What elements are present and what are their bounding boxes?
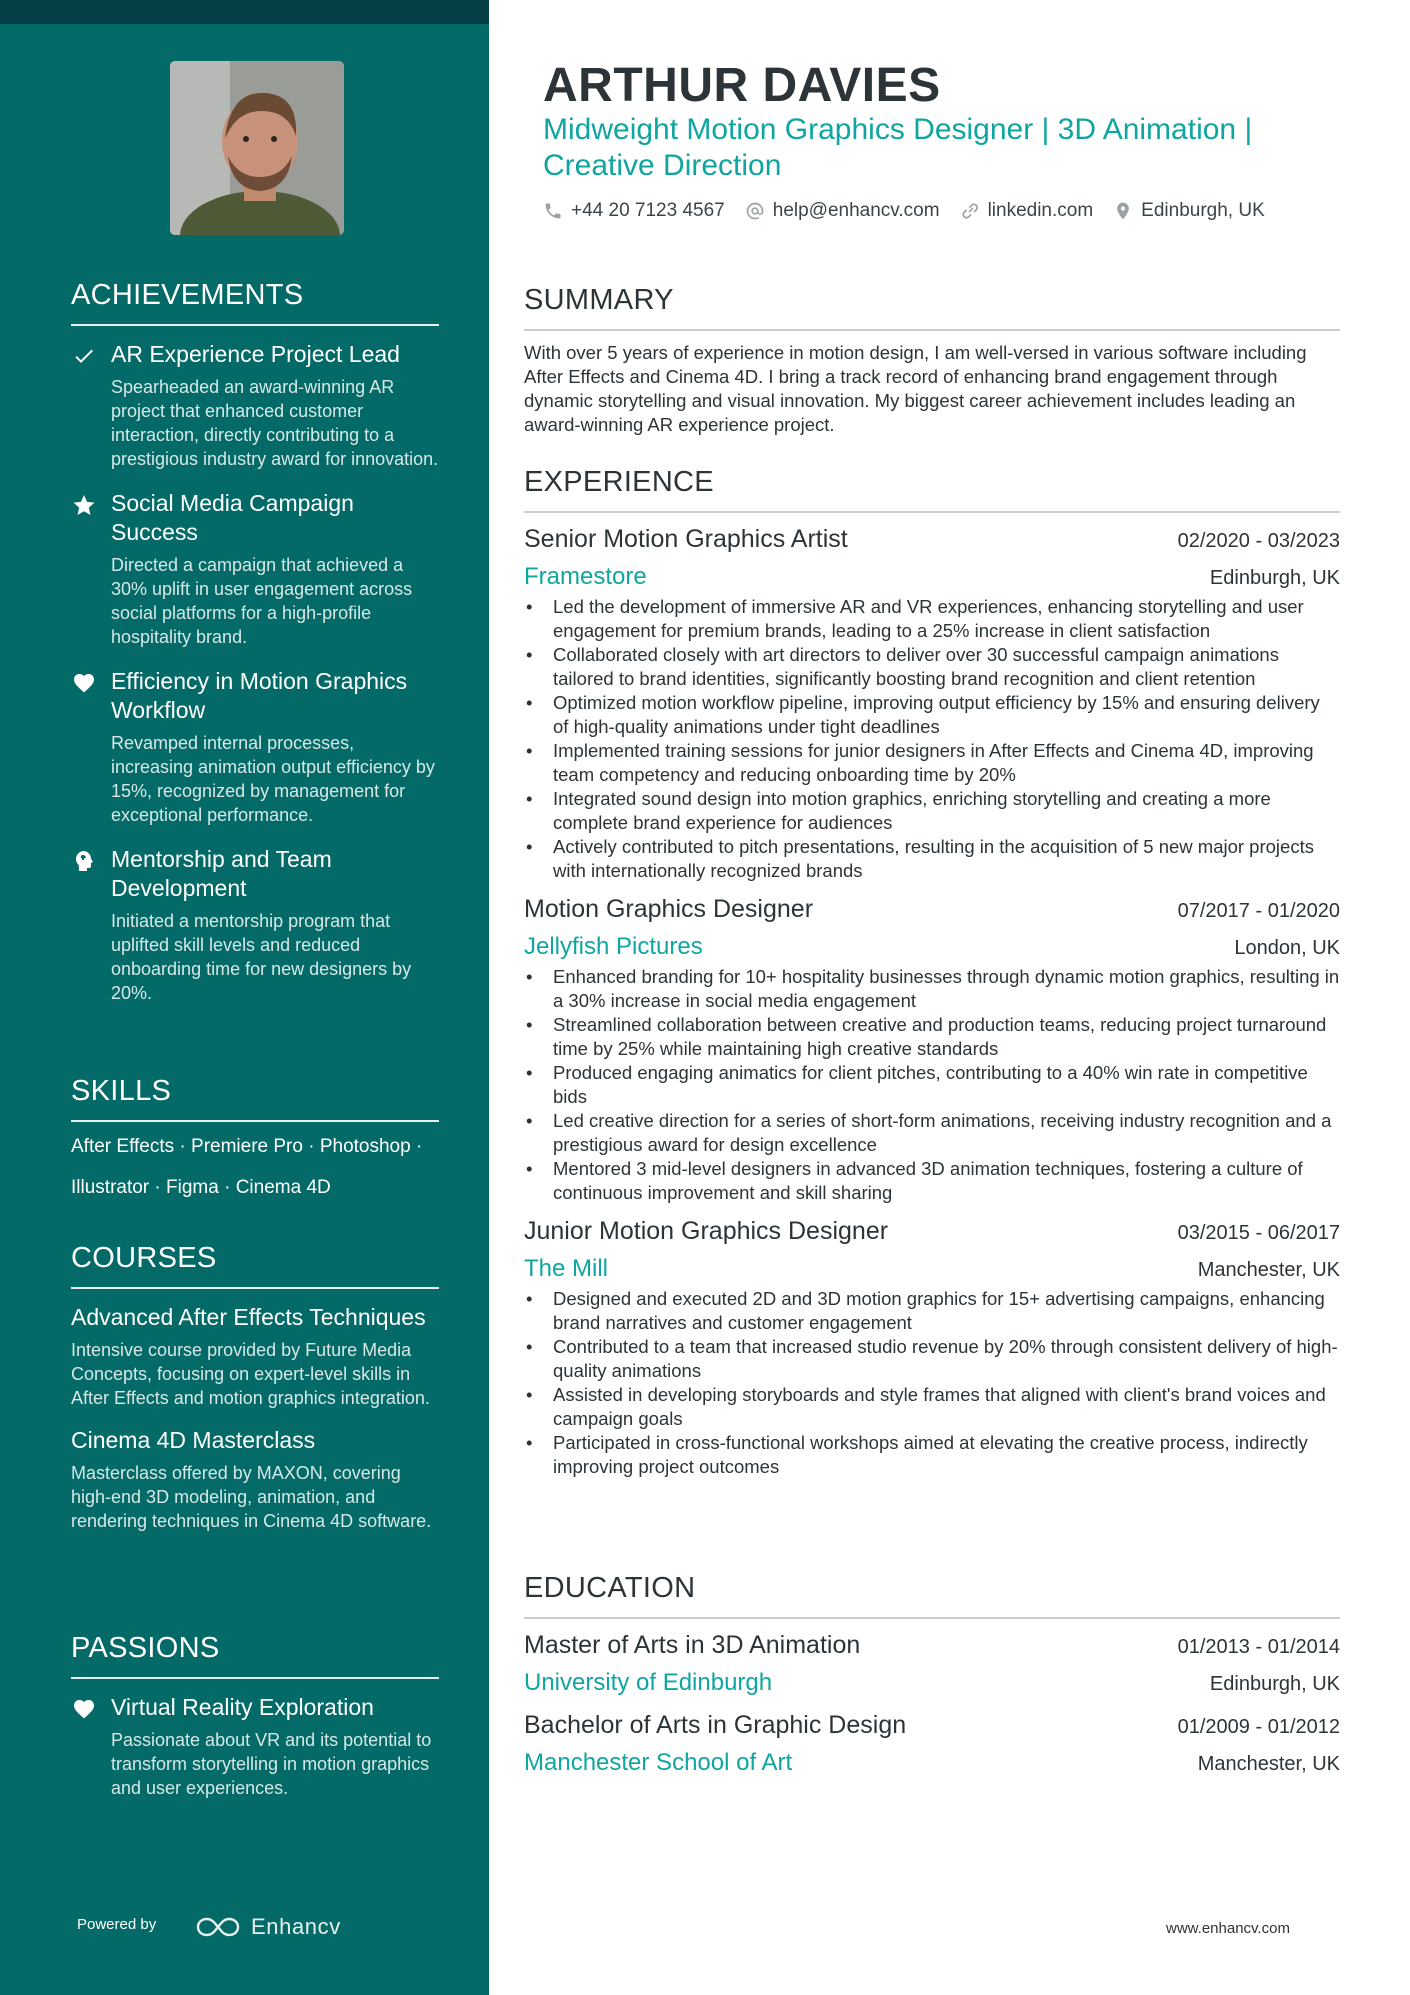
infinity-logo-icon bbox=[195, 1915, 241, 1939]
job-entry bbox=[524, 525, 1340, 883]
sidebar bbox=[0, 0, 489, 1995]
phone-text: +44 20 7123 4567 bbox=[571, 200, 725, 221]
contact-bar bbox=[543, 200, 1265, 222]
degree-title: Bachelor of Arts in Graphic Design bbox=[524, 1711, 907, 1739]
achievements-heading: ACHIEVEMENTS bbox=[71, 279, 439, 326]
powered-by-label: Powered by bbox=[77, 1916, 157, 1933]
bullet-item: • Assisted in developing storyboards and style frames that aligned with client's brand voices and campaign goals bbox=[524, 1383, 1340, 1431]
email-text: help@enhancv.com bbox=[772, 200, 940, 221]
job-dates: 07/2017 - 01/2020 bbox=[1177, 900, 1340, 922]
education-heading: EDUCATION bbox=[524, 1572, 1340, 1619]
course-desc: Intensive course provided by Future Media Concepts, focusing on expert-level skills in After Effects and motion graphics integration. bbox=[71, 1340, 430, 1408]
achievement-desc: Directed a campaign that achieved a 30% uplift in user engagement across social platforms for a high-profile hospitality brand. bbox=[111, 555, 413, 647]
contact-email[interactable] bbox=[745, 200, 940, 222]
job-company: The Mill bbox=[524, 1255, 609, 1282]
linkedin-text: linkedin.com bbox=[987, 200, 1094, 221]
profile-photo bbox=[170, 61, 344, 235]
passion-desc: Passionate about VR and its potential to transform storytelling in motion graphics and user experiences. bbox=[111, 1730, 432, 1798]
passions-section bbox=[71, 1632, 439, 1818]
skills-section bbox=[71, 1075, 439, 1208]
job-location: London, UK bbox=[1234, 937, 1340, 959]
passion-item bbox=[71, 1693, 439, 1800]
achievement-desc: Spearheaded an award-winning AR project that enhanced customer interaction, directly contributing to a prestigious industry award for innovation. bbox=[111, 377, 439, 469]
phone-icon bbox=[543, 201, 563, 221]
bullet-item: • Participated in cross-functional workshops aimed at elevating the creative process, indirectly improving project outcomes bbox=[524, 1431, 1340, 1479]
education-entry bbox=[524, 1711, 1340, 1777]
achievement-title: Social Media Campaign Success bbox=[111, 490, 354, 545]
brain-icon bbox=[71, 848, 97, 874]
education-location: Manchester, UK bbox=[1197, 1753, 1340, 1775]
job-company: Framestore bbox=[524, 563, 647, 590]
achievement-item bbox=[71, 667, 439, 827]
summary-text: With over 5 years of experience in motion design, I am well-versed in various software including After Effects and Cinema 4D. I bring a track record of enhancing brand engagement through dynamic storytelling and visual innovation. My biggest career achievement includes leading an award-winning AR experience project. bbox=[524, 342, 1307, 435]
job-title: Motion Graphics Designer bbox=[524, 895, 814, 923]
job-dates: 02/2020 - 03/2023 bbox=[1177, 530, 1340, 552]
school-name: University of Edinburgh bbox=[524, 1669, 773, 1696]
candidate-name: ARTHUR DAVIES bbox=[543, 59, 941, 112]
bullet-item: • Contributed to a team that increased studio revenue by 20% through consistent delivery of high-quality animations bbox=[524, 1335, 1340, 1383]
course-item bbox=[71, 1303, 439, 1410]
education-entry bbox=[524, 1631, 1340, 1697]
bullet-item: • Mentored 3 mid-level designers in advanced 3D animation techniques, fostering a culture of continuous improvement and skill sharing bbox=[524, 1157, 1340, 1205]
experience-heading: EXPERIENCE bbox=[524, 466, 1340, 513]
job-title: Senior Motion Graphics Artist bbox=[524, 525, 848, 553]
degree-title: Master of Arts in 3D Animation bbox=[524, 1631, 861, 1659]
course-title: Cinema 4D Masterclass bbox=[71, 1427, 316, 1453]
contact-phone[interactable] bbox=[543, 200, 725, 222]
summary-section bbox=[524, 284, 1340, 437]
location-text: Edinburgh, UK bbox=[1141, 200, 1265, 221]
education-location: Edinburgh, UK bbox=[1209, 1673, 1340, 1695]
achievement-desc: Revamped internal processes, increasing animation output efficiency by 15%, recognized by management for exceptional performance. bbox=[111, 733, 435, 825]
course-item bbox=[71, 1426, 439, 1533]
bullet-item: • Led creative direction for a series of short-form animations, receiving industry recognition and a prestigious award for design excellence bbox=[524, 1109, 1340, 1157]
bullet-item: • Optimized motion workflow pipeline, improving output efficiency by 15% and ensuring delivery of high-quality animations under tight deadlines bbox=[524, 691, 1340, 739]
star-icon bbox=[71, 492, 97, 518]
bullet-item: • Streamlined collaboration between creative and production teams, reducing project turnaround time by 25% while maintaining high creative standards bbox=[524, 1013, 1340, 1061]
achievement-title: AR Experience Project Lead bbox=[111, 341, 400, 367]
enhancv-logo[interactable] bbox=[195, 1914, 341, 1940]
passions-heading: PASSIONS bbox=[71, 1632, 439, 1679]
job-entry bbox=[524, 895, 1340, 1205]
achievement-title: Mentorship and Team Development bbox=[111, 846, 332, 901]
achievement-item bbox=[71, 489, 439, 649]
course-desc: Masterclass offered by MAXON, covering high-end 3D modeling, animation, and rendering techniques in Cinema 4D software. bbox=[71, 1463, 432, 1531]
passion-title: Virtual Reality Exploration bbox=[111, 1694, 374, 1720]
education-dates: 01/2009 - 01/2012 bbox=[1177, 1716, 1340, 1738]
contact-linkedin[interactable] bbox=[960, 200, 1094, 222]
bullet-item: • Implemented training sessions for junior designers in After Effects and Cinema 4D, improving team competency and reducing onboarding time by 20% bbox=[524, 739, 1340, 787]
at-icon bbox=[745, 201, 765, 221]
education-section bbox=[524, 1572, 1340, 1791]
sidebar-top-band bbox=[0, 0, 489, 24]
achievement-item bbox=[71, 340, 439, 471]
job-dates: 03/2015 - 06/2017 bbox=[1177, 1222, 1340, 1244]
job-location: Edinburgh, UK bbox=[1209, 567, 1340, 589]
heart-icon bbox=[71, 1696, 97, 1722]
achievements-section bbox=[71, 279, 439, 1023]
website-link[interactable]: www.enhancv.com bbox=[1166, 1920, 1290, 1937]
job-company: Jellyfish Pictures bbox=[524, 933, 703, 960]
achievement-desc: Initiated a mentorship program that uplifted skill levels and reduced onboarding time for new designers by 20%. bbox=[111, 911, 412, 1003]
bullet-item: • Led the development of immersive AR and VR experiences, enhancing storytelling and user engagement for premium brands, leading to a 25% increase in client satisfaction bbox=[524, 595, 1340, 643]
link-icon bbox=[960, 201, 980, 221]
courses-section bbox=[71, 1242, 439, 1549]
courses-heading: COURSES bbox=[71, 1242, 439, 1289]
bullet-item: • Integrated sound design into motion graphics, enriching storytelling and creating a more complete brand experience for audiences bbox=[524, 787, 1340, 835]
skills-line: After Effects · Premiere Pro · Photoshop · bbox=[71, 1136, 423, 1157]
job-bullets bbox=[524, 965, 1340, 1205]
contact-location bbox=[1113, 200, 1265, 222]
bullet-item: • Collaborated closely with art directors to deliver over 30 successful campaign animations tailored to brand identities, significantly boosting brand recognition and client retention bbox=[524, 643, 1340, 691]
skills-line: Illustrator · Figma · Cinema 4D bbox=[71, 1177, 331, 1198]
candidate-headline: Midweight Motion Graphics Designer | 3D Animation | Creative Direction bbox=[543, 113, 1253, 182]
summary-heading: SUMMARY bbox=[524, 284, 1340, 331]
education-dates: 01/2013 - 01/2014 bbox=[1177, 1636, 1340, 1658]
course-title: Advanced After Effects Techniques bbox=[71, 1304, 426, 1330]
bullet-item: • Produced engaging animatics for client pitches, contributing to a 40% win rate in competitive bids bbox=[524, 1061, 1340, 1109]
bullet-item: • Actively contributed to pitch presentations, resulting in the acquisition of 5 new major projects with internationally recognized brands bbox=[524, 835, 1340, 883]
check-icon bbox=[71, 343, 97, 369]
bullet-item: • Enhanced branding for 10+ hospitality businesses through dynamic motion graphics, resulting in a 30% increase in social media engagement bbox=[524, 965, 1340, 1013]
brand-name: Enhancv bbox=[251, 1914, 341, 1939]
job-entry bbox=[524, 1217, 1340, 1479]
achievement-item bbox=[71, 845, 439, 1005]
job-bullets bbox=[524, 1287, 1340, 1479]
job-bullets bbox=[524, 595, 1340, 883]
job-title: Junior Motion Graphics Designer bbox=[524, 1217, 889, 1245]
achievement-title: Efficiency in Motion Graphics Workflow bbox=[111, 668, 408, 723]
location-pin-icon bbox=[1113, 201, 1133, 221]
experience-section bbox=[524, 466, 1340, 1491]
bullet-item: • Designed and executed 2D and 3D motion graphics for 15+ advertising campaigns, enhancing brand narratives and customer engagement bbox=[524, 1287, 1340, 1335]
job-location: Manchester, UK bbox=[1197, 1259, 1340, 1281]
heart-icon bbox=[71, 670, 97, 696]
school-name: Manchester School of Art bbox=[524, 1749, 793, 1776]
skills-heading: SKILLS bbox=[71, 1075, 439, 1122]
